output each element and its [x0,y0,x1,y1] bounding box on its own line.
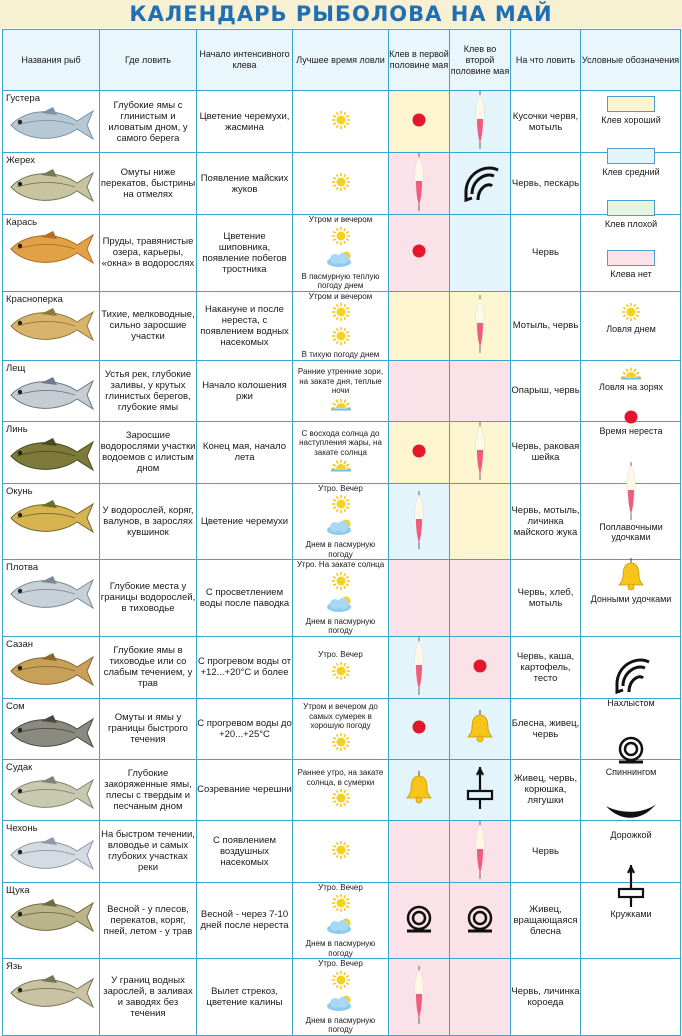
best-time-text: Раннее утро, на закате солнца, в сумерки [297,768,384,787]
start-cell: Накануне и после нереста, с появлением водных насекомых [197,291,293,360]
second-half-cell [450,636,511,698]
fish-name: Судак [6,761,33,773]
bait-cell: Червь [511,215,581,292]
kruzhok-icon [464,801,496,812]
where-cell: Омуты и ямы у границы быстрого течения [100,698,197,759]
fish-name: Плотва [6,562,39,573]
first-half-cell [389,698,450,759]
fish-name: Густера [6,93,40,104]
best-time-cell [293,91,389,153]
legend-label: Кружками [610,909,652,919]
sun-icon [331,661,351,684]
table-row [3,560,681,637]
kruzhok-icon [583,865,679,909]
best-time-cell [293,360,389,421]
fish-name: Карась [6,217,38,228]
bait-cell: Червь, личинка короеда [511,959,581,1036]
start-cell: Конец мая, начало лета [197,421,293,483]
legend-label: Клев средний [602,167,660,177]
second-half-cell [450,820,511,882]
table-row [3,91,681,153]
table-row [3,421,681,483]
fish-cell [3,215,100,292]
start-cell: С появлением воздушных насекомых [197,820,293,882]
best-time-cell [293,291,389,360]
cloud-sun-icon [324,917,358,938]
first-half-cell [389,759,450,820]
sun-icon [331,110,351,133]
fish-name: Язь [6,961,23,972]
best-time-text-2: В тихую погоду днем [301,350,380,359]
spawning-dot-icon [412,119,426,130]
spinning-icon [583,735,679,767]
fish-name: Щука [6,884,30,896]
fish-cell [3,153,100,215]
best-time-cell [293,153,389,215]
legend-item [583,800,679,840]
second-half-cell [450,153,511,215]
dawn-icon [583,366,679,382]
best-time-text-2: Днем в пасмурную погоду [305,616,376,635]
bait-cell: Червь [511,820,581,882]
table-row [3,698,681,759]
legend-label: Донными удочками [590,594,672,604]
fish-name: Окунь [6,485,33,497]
where-cell: Тихие, мелководные, сильно заросшие участки [100,291,197,360]
fly-fishing-icon [583,652,679,698]
legend-panel [583,90,679,938]
fish-cell [3,421,100,483]
sun-icon [331,571,351,594]
where-cell: Глубокие ямы с глинистым и иловатым дном, у самого берега [100,91,197,153]
bait-cell: Кусочки червя, мотыль [511,91,581,153]
bait-cell: Червь, пескарь [511,153,581,215]
best-time-text: Ранние утренние зори, на закате дня, теплые ночи [297,367,384,396]
float-rod-icon [411,203,427,214]
best-time-cell [293,421,389,483]
legend-color-swatch [607,96,655,112]
best-time-cell [293,483,389,560]
first-half-cell [389,215,450,292]
best-time-text: Утром и вечером [308,291,373,301]
second-half-cell [450,759,511,820]
float-rod-icon [472,871,488,882]
fish-name: Сом [6,700,25,712]
header-second-half: Клев во второй половине мая [450,30,511,91]
legend-color-swatch [607,250,655,266]
bait-cell: Червь, каша, картофель, тесто [511,636,581,698]
first-half-cell [389,636,450,698]
bait-cell: Блесна, живец, червь [511,698,581,759]
legend-item [583,462,679,542]
fish-name: Красноперка [6,293,63,305]
best-time-text-2: Днем в пасмурную погоду [305,1015,376,1034]
fish-cell [3,91,100,153]
legend-label: Время нереста [599,426,663,436]
legend-item [583,558,679,604]
start-cell: С просветлением воды после паводка [197,560,293,637]
dawn-icon [329,397,353,414]
table-row [3,959,681,1036]
fish-name: Сазан [6,638,34,650]
title-bar [0,0,682,28]
sun-icon [331,970,351,993]
best-time-cell [293,636,389,698]
fish-cell [3,882,100,959]
cloud-sun-icon [324,994,358,1015]
cloud-sun-icon [324,250,358,271]
best-time-text: Утром и вечером [308,215,373,224]
second-half-cell [450,360,511,421]
legend-item [583,148,679,177]
best-time-cell [293,820,389,882]
float-rod-icon [472,345,488,356]
best-time-cell [293,959,389,1036]
bottom-rod-bell-icon [583,558,679,594]
legend-column-cell [581,959,681,1036]
legend-label: Клев хороший [601,115,661,125]
first-half-cell [389,820,450,882]
cloud-sun-icon [324,518,358,539]
bait-cell: Живец, червь, корюшка, лягушки [511,759,581,820]
float-rod-icon [411,1016,427,1027]
header-row [3,30,681,91]
where-cell: Весной - у плесов, перекатов, коряг, пней, летом - у трав [100,882,197,959]
best-time-text: С восхода солнца до наступления жары, на закате солнца [299,428,382,457]
sun-icon [331,172,351,195]
where-cell: Глубокие места у границы водорослей, в тиховодье [100,560,197,637]
first-half-cell [389,959,450,1036]
sun-icon [331,226,351,249]
sun-icon [331,302,351,325]
header-first-half: Клев в первой половине мая [389,30,450,91]
legend-label: Спиннингом [605,767,657,777]
where-cell: У границ водных зарослей, в заливах и заводях без течения [100,959,197,1036]
table-row [3,820,681,882]
fish-cell [3,636,100,698]
table-row [3,636,681,698]
sun-icon [331,494,351,517]
first-half-cell [389,360,450,421]
legend-color-swatch [607,200,655,216]
second-half-cell [450,215,511,292]
table-row [3,215,681,292]
table-row [3,882,681,959]
legend-item [583,865,679,919]
header-start: Начало интенсивного клева [197,30,293,91]
table-row [3,153,681,215]
float-rod-icon [472,141,488,152]
best-time-text: Утро. На закате солнца [296,560,385,569]
fish-name: Жерех [6,155,36,166]
header-best-time: Лучшее время ловли [293,30,389,91]
where-cell: Глубокие закоряженные ямы, плесы с твердым и песчаным дном [100,759,197,820]
bait-cell: Червь, мотыль, личинка майского жука [511,483,581,560]
float-rod-icon [411,687,427,698]
spinning-icon [465,926,495,937]
spawning-dot-icon [412,450,426,461]
best-time-text-2: Днем в пасмурную погоду [305,939,376,958]
sun-icon [331,732,351,755]
page-title: КАЛЕНДАРЬ РЫБОЛОВА НА МАЙ [129,2,553,26]
legend-item [583,652,679,708]
first-half-cell [389,91,450,153]
second-half-cell [450,421,511,483]
start-cell: Цветение черемухи, жасмина [197,91,293,153]
fish-cell [3,820,100,882]
start-cell: С прогревом воды от +12...+20°С и более [197,636,293,698]
best-time-cell [293,560,389,637]
second-half-cell [450,483,511,560]
table-row [3,360,681,421]
table-row [3,483,681,560]
where-cell: Глубокие ямы в тиховодье или со слабым течением, у трав [100,636,197,698]
best-time-text: Утро. Вечер [318,882,363,892]
second-half-cell [450,291,511,360]
fish-cell [3,759,100,820]
second-half-cell [450,882,511,959]
trolling-icon [583,800,679,830]
legend-color-swatch [607,148,655,164]
where-cell: Омуты ниже перекатов, быстрины на отмелях [100,153,197,215]
best-time-text-2: Днем в пасмурную погоду [305,540,376,559]
sun-icon [331,893,351,916]
fish-name: Лещ [6,362,26,374]
fish-name: Линь [6,423,28,435]
start-cell: С прогревом воды до +20...+25°С [197,698,293,759]
header-where: Где ловить [100,30,197,91]
where-cell: На быстром течении, вловодье и самых глубоких участках реки [100,820,197,882]
legend-label: Дорожкой [610,830,652,840]
fish-cell [3,291,100,360]
bait-cell: Червь, раковая шейка [511,421,581,483]
spinning-icon [404,926,434,937]
header-fish: Названия рыб [3,30,100,91]
float-rod-icon [472,472,488,483]
sun-icon [331,840,351,863]
bottom-rod-bell-icon [465,736,495,747]
start-cell: Созревание черешни [197,759,293,820]
best-time-text: Утро. Вечер [318,959,363,968]
best-time-text-2: В пасмурную теплую погоду днем [301,271,380,290]
first-half-cell [389,421,450,483]
legend-item [583,366,679,392]
cloud-sun-icon [324,595,358,616]
best-time-cell [293,698,389,759]
bait-cell: Мотыль, червь [511,291,581,360]
legend-label: Ловля днем [606,324,656,334]
best-time-cell [293,215,389,292]
fish-cell [3,698,100,759]
float-rod-icon [583,462,679,522]
bait-cell: Червь, хлеб, мотыль [511,560,581,637]
dawn-icon [329,458,353,475]
table-row [3,759,681,820]
legend-label: Ловля на зорях [599,382,663,392]
header-bait: На что ловить [511,30,581,91]
second-half-cell [450,959,511,1036]
start-cell: Вылет стрекоз, цветение калины [197,959,293,1036]
float-rod-icon [411,541,427,552]
fish-cell [3,959,100,1036]
legend-label: Поплавочными удочками [599,522,663,542]
bait-cell: Живец, вращающаяся блесна [511,882,581,959]
best-time-cell [293,759,389,820]
sun-icon [331,326,351,349]
second-half-cell [450,698,511,759]
spawning-dot-icon [583,410,679,426]
where-cell: У водорослей, коряг, валунов, в зарослях кувшинок [100,483,197,560]
best-time-cell [293,882,389,959]
legend-item [583,735,679,777]
first-half-cell [389,291,450,360]
fish-name: Чехонь [6,822,38,834]
legend-item [583,250,679,279]
spawning-dot-icon [412,250,426,261]
bait-cell: Опарыш, червь [511,360,581,421]
legend-item [583,96,679,125]
where-cell: Пруды, травянистые озера, карьеры, «окна» в водорослях [100,215,197,292]
start-cell: Весной - через 7-10 дней после нереста [197,882,293,959]
spawning-dot-icon [412,726,426,737]
calendar-table [2,29,681,1036]
legend-item [583,200,679,229]
best-time-text: Утро. Вечер [318,650,363,660]
best-time-text: Утро. Вечер [318,483,363,493]
legend-item [583,302,679,334]
sun-icon [583,302,679,324]
first-half-cell [389,560,450,637]
legend-label: Клев плохой [604,219,658,229]
second-half-cell [450,91,511,153]
where-cell: Устья рек, глубокие заливы, у крутых глинистых берегов, глубокие ямы [100,360,197,421]
second-half-cell [450,560,511,637]
spawning-dot-icon [473,665,487,676]
first-half-cell [389,153,450,215]
first-half-cell [389,882,450,959]
fly-fishing-icon [458,196,502,207]
fish-cell [3,483,100,560]
bottom-rod-bell-icon [404,797,434,808]
table-row [3,291,681,360]
start-cell: Начало колошения ржи [197,360,293,421]
where-cell: Заросшие водорослями участки водоемов с илистым дном [100,421,197,483]
header-legend: Условные обозначения [581,30,681,91]
fish-cell [3,560,100,637]
start-cell: Цветение черемухи [197,483,293,560]
first-half-cell [389,483,450,560]
legend-item [583,410,679,436]
best-time-text: Утром и вечером до самых сумерек в хорошую погоду [303,702,378,731]
start-cell: Появление майских жуков [197,153,293,215]
legend-label: Клева нет [610,269,652,279]
sun-icon [331,788,351,811]
fish-cell [3,360,100,421]
legend-label: Нахлыстом [607,698,655,708]
start-cell: Цветение шиповника, появление побегов тростника [197,215,293,292]
